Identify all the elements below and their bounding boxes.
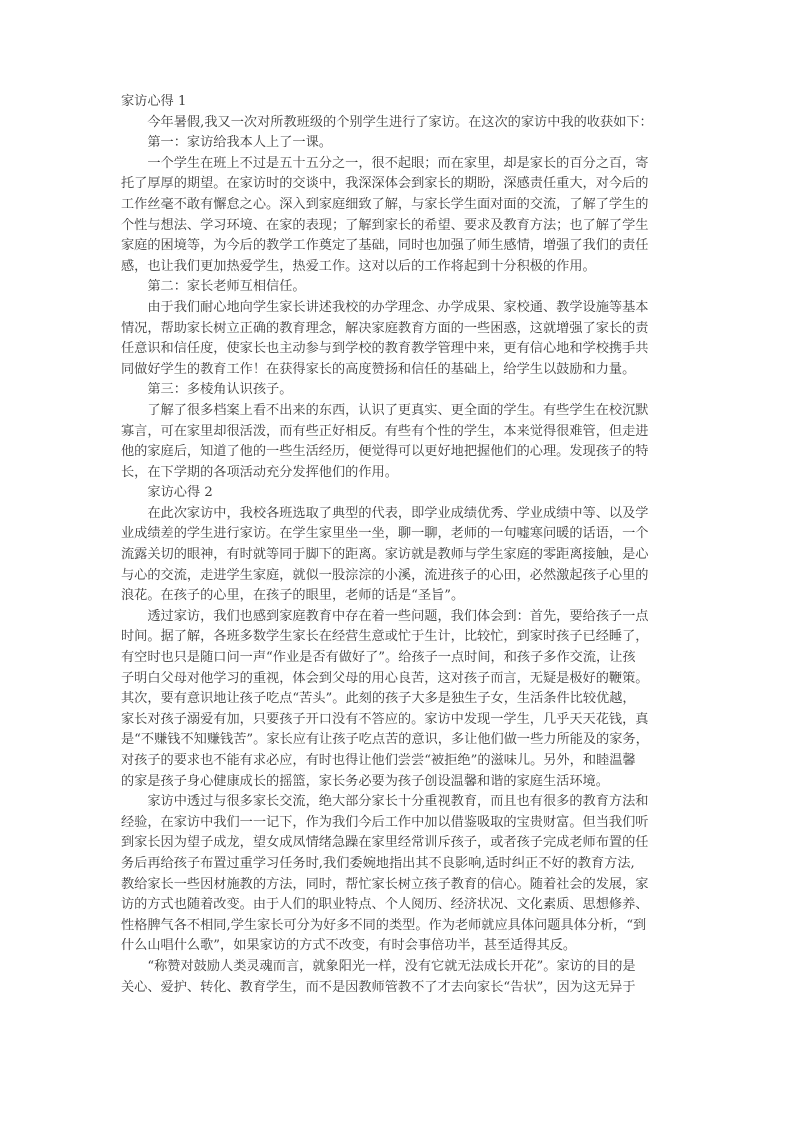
text-line: “称赞对鼓励人类灵魂而言，就象阳光一样，没有它就无法成长开花”。家访的目的是 xyxy=(121,958,636,974)
text-line: 任意识和信任度，使家长也主动参与到学校的教育教学管理中来，更有信心地和学校携手共 xyxy=(121,341,649,357)
text-line: 情况，帮助家长树立正确的教育理念，解决家庭教育方面的一些困惑，这就增强了家长的责 xyxy=(121,320,649,336)
section-body-2 xyxy=(121,504,673,998)
text-line: 今年暑假,我又一次对所教班级的个别学生进行了家访。在这次的家访中我的收获如下： xyxy=(121,114,653,130)
text-line: 了解了很多档案上看不出来的东西，认识了更真实、更全面的学生。有些学生在校沉默 xyxy=(121,402,649,418)
section-body-1 xyxy=(121,113,673,484)
text-line: 是“不赚钱不知赚钱苦”。家长应有让孩子吃点苦的意识，多让他们做一些力所能及的家务， xyxy=(121,732,649,748)
text-line: 性格脾气各不相同,学生家长可分为好多不同的类型。作为老师就应具体问题具体分析，“到 xyxy=(121,917,647,933)
text-line: 一个学生在班上不过是五十五分之一，很不起眼；而在家里，却是家长的百分之百，寄 xyxy=(121,155,649,171)
text-line: 教给家长一些因材施教的方法，同时，帮忙家长树立孩子教育的信心。随着社会的发展，家 xyxy=(121,876,649,892)
text-line: 关心、爱护、转化、教育学生，而不是因教师管教不了才去向家长“告状”，因为这无异于 xyxy=(121,979,636,995)
text-line: 访的方式也随着改变。由于人们的职业特点、个人阅历、经济状况、文化素质、思想修养、 xyxy=(121,897,649,913)
text-line: 时间。据了解，各班多数学生家长在经营生意或忙于生计，比较忙，到家时孩子已经睡了， xyxy=(121,629,649,645)
text-line: 家庭的困境等，为今后的教学工作奠定了基础，同时也加强了师生感情，增强了我们的责任 xyxy=(121,238,649,254)
text-line: 对孩子的要求也不能有求必应，有时也得让他们尝尝“被拒绝”的滋味儿。另外，和睦温馨 xyxy=(121,753,636,768)
text-line: 浪花。在孩子的心里，在孩子的眼里，老师的话是“圣旨”。 xyxy=(121,588,465,604)
section-heading-1: 家访心得 1 xyxy=(121,94,187,109)
text-line: 由于我们耐心地向学生家长讲述我校的办学理念、办学成果、家校通、教学设施等基本 xyxy=(121,299,649,315)
text-line: 务后再给孩子布置过重学习任务时,我们委婉地指出其不良影响,适时纠正不好的教育方法, xyxy=(121,855,635,871)
section-heading-2: 家访心得 2 xyxy=(147,485,213,501)
text-line: 在此次家访中，我校各班选取了典型的代表，即学业成绩优秀、学业成绩中等、以及学 xyxy=(121,505,649,521)
text-line: 透过家访，我们也感到家庭教育中存在着一些问题，我们体会到：首先，要给孩子一点 xyxy=(121,608,649,624)
text-line: 第一：家访给我本人上了一课。 xyxy=(121,135,332,151)
text-line: 的家是孩子身心健康成长的摇篮，家长务必要为孩子创设温馨和谐的家庭生活环境。 xyxy=(121,773,609,789)
text-line: 感，也让我们更加热爱学生，热爱工作。这对以后的工作将起到十分积极的作用。 xyxy=(121,258,596,274)
text-line: 有空时也只是随口问一声“作业是否有做好了”。给孩子一点时间，和孩子多作交流，让孩 xyxy=(121,650,636,666)
text-line: 工作丝毫不敢有懈怠之心。深入到家庭细致了解，与家长学生面对面的交流，了解了学生的 xyxy=(121,196,649,212)
text-line: 长，在下学期的各项活动充分发挥他们的作用。 xyxy=(121,464,398,480)
text-line: 他的家庭后，知道了他的一些生活经历，便觉得可以更好地把握他们的心理。发现孩子的特 xyxy=(121,444,649,460)
text-line: 流露关切的眼神，有时就等同于脚下的距离。家访就是教师与学生家庭的零距离接触，是心 xyxy=(121,547,649,563)
text-line: 家长对孩子溺爱有加，只要孩子开口没有不答应的。家访中发现一学生，几乎天天花钱，真 xyxy=(121,711,649,727)
text-line: 托了厚厚的期望。在家访时的交谈中，我深深体会到家长的期盼，深感责任重大，对今后的 xyxy=(121,176,649,192)
document-section-1 xyxy=(121,92,673,483)
text-line: 与心的交流，走进学生家庭，就似一股淙淙的小溪，流进孩子的心田，必然激起孩子心里的 xyxy=(121,567,649,583)
text-line: 到家长因为望子成龙，望女成凤情绪急躁在家里经常训斥孩子，或者孩子完成老师布置的任 xyxy=(121,835,649,851)
text-line: 第三：多棱角认识孩子。 xyxy=(121,382,293,398)
text-line: 同做好学生的教育工作！在获得家长的高度赞扬和信任的基础上，给学生以鼓励和力量。 xyxy=(121,361,636,377)
text-line: 业成绩差的学生进行家访。在学生家里坐一坐，聊一聊，老师的一句嘘寒问暖的话语，一个 xyxy=(121,526,649,542)
text-line: 子明白父母对他学习的重视，体会到父母的用心良苦，这对孩子而言，无疑是极好的鞭策。 xyxy=(121,670,649,686)
text-line: 其次，要有意识地让孩子吃点“苦头”。此刻的孩子大多是独生子女，生活条件比较优越， xyxy=(121,691,636,707)
text-line: 家访中透过与很多家长交流，绝大部分家长十分重视教育，而且也有很多的教育方法和 xyxy=(121,794,649,810)
text-line: 什么山唱什么歌”，如果家访的方式不改变，有时会事倍功半，甚至适得其反。 xyxy=(121,938,577,954)
text-line: 个性与想法、学习环境、在家的表现；了解到家长的希望、要求及教育方法；也了解了学生 xyxy=(121,217,649,233)
document-section-2 xyxy=(121,483,673,998)
text-line: 寡言，可在家里却很活泼，而有些正好相反。有些有个性的学生，本来觉得很难管，但走进 xyxy=(121,423,649,439)
document-body xyxy=(121,92,673,998)
text-line: 经验，在家访中我们一一记下，作为我们今后工作中加以借鉴吸取的宝贵财富。但当我们听 xyxy=(121,814,649,830)
text-line: 第二：家长老师互相信任。 xyxy=(121,279,306,295)
